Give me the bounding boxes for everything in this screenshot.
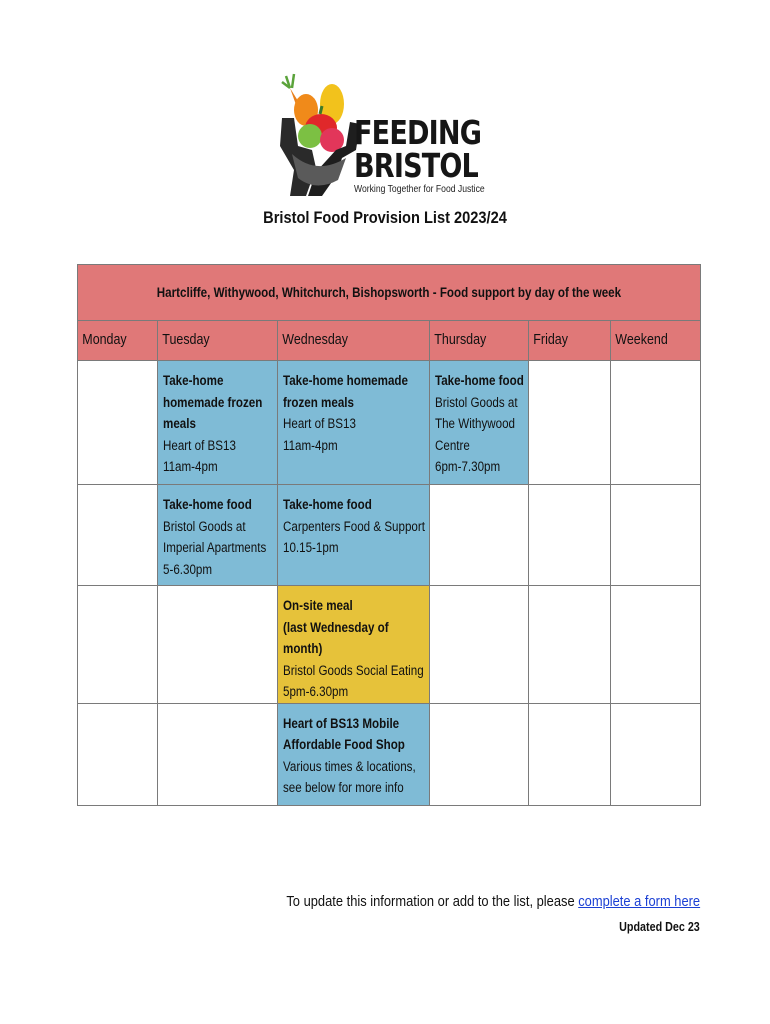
empty-cell [430,485,529,586]
empty-cell [611,586,701,704]
day-header-row [78,321,701,361]
empty-cell [611,703,701,805]
tuesday-take-home-food-cell: Take-home food Bristol Goods at Imperial Apartments 5-6.30pm [158,485,278,586]
table-banner-text: Hartcliffe, Withywood, Whitchurch, Bishopsworth - Food support by day of the week [156,284,622,300]
thursday-take-home-food-cell: Take-home food Bristol Goods at The Withywood Centre 6pm-7.30pm [430,361,529,485]
empty-cell [78,586,158,704]
empty-cell [611,485,701,586]
update-info-label: To update this information or add to the list, please [286,893,579,910]
logo-wordmark [354,113,509,195]
wednesday-on-site-meal-cell: On-site meal (last Wednesday of month) Bristol Goods Social Eating 5pm-6.30pm [278,586,430,704]
empty-cell [78,485,158,586]
day-header-weekend: Weekend [611,321,701,361]
table-row [78,485,701,586]
empty-cell [529,485,611,586]
complete-form-link[interactable]: complete a form here [578,893,700,910]
empty-cell [78,703,158,805]
wednesday-frozen-meals-cell: Take-home homemade frozen meals Heart of BS13 11am-4pm [278,361,430,485]
table-row [78,586,701,704]
empty-cell [430,586,529,704]
day-header-friday: Friday [529,321,611,361]
day-header-wednesday: Wednesday [278,321,430,361]
day-header-thursday: Thursday [430,321,529,361]
empty-cell [78,361,158,485]
table-row [78,703,701,805]
food-support-table [77,264,701,806]
empty-cell [529,361,611,485]
update-info-text [286,893,700,910]
wednesday-mobile-food-shop-cell: Heart of BS13 Mobile Affordable Food Shop Various times & locations, see below for more info [278,703,430,805]
logo-feeding-text: FEEDING [354,113,482,152]
empty-cell [430,703,529,805]
day-header-tuesday: Tuesday [158,321,278,361]
wednesday-take-home-food-cell: Take-home food Carpenters Food & Support 10.15-1pm [278,485,430,586]
empty-cell [611,361,701,485]
logo-bristol-text: BRISTOL [354,146,478,185]
logo-tagline: Working Together for Food Justice [354,184,485,195]
table-row [78,361,701,485]
empty-cell [158,703,278,805]
empty-cell [529,586,611,704]
page-title: Bristol Food Provision List 2023/24 [263,208,507,227]
tuesday-frozen-meals-cell: Take-home homemade frozen meals Heart of BS13 11am-4pm [158,361,278,485]
table-banner [78,265,701,321]
empty-cell [158,586,278,704]
updated-date: Updated Dec 23 [619,920,700,934]
empty-cell [529,703,611,805]
day-header-monday: Monday [78,321,158,361]
